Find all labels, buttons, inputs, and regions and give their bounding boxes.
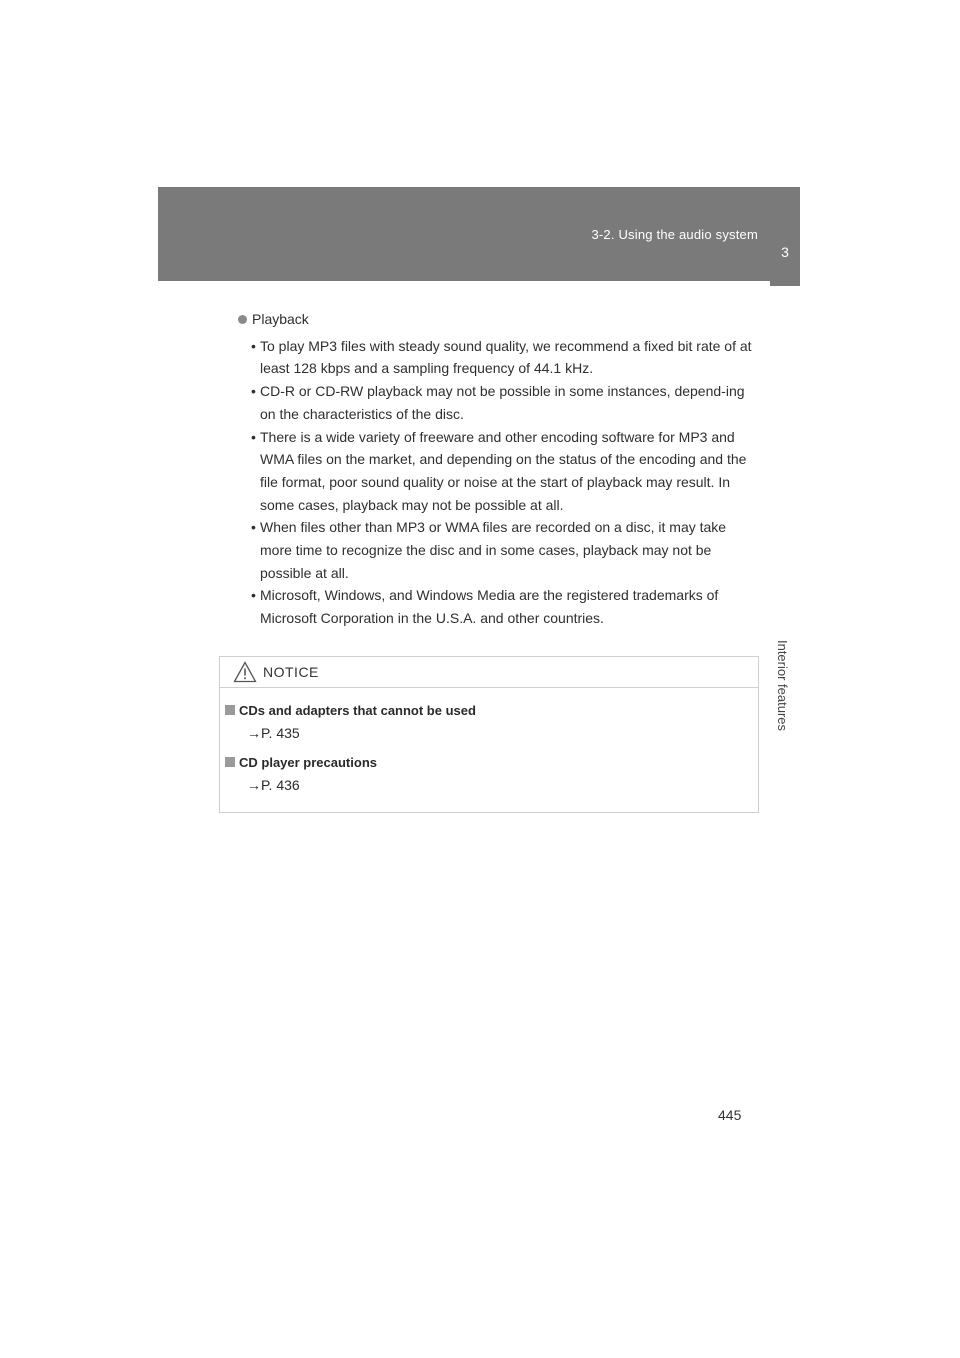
bullet-mark: •	[251, 519, 256, 536]
chapter-label-container	[768, 630, 798, 740]
notice-title: NOTICE	[263, 664, 319, 680]
list-item	[238, 380, 758, 425]
notice-item	[225, 700, 758, 746]
notice-item-title	[225, 752, 758, 772]
bullet-mark: •	[251, 587, 256, 604]
bullet-dot-icon	[238, 315, 247, 324]
notice-body	[220, 688, 758, 798]
chapter-number: 3	[781, 243, 789, 260]
bullet-mark: •	[251, 337, 256, 354]
section-heading-text: Playback	[252, 311, 309, 327]
list-item-text: CD-R or CD-RW playback may not be possible in some instances, depend-ing on the characteristics of the disc.	[260, 383, 745, 422]
list-item	[238, 584, 758, 629]
bullet-mark: •	[251, 428, 256, 445]
header-band	[158, 187, 800, 281]
list-item-text: Microsoft, Windows, and Windows Media are the registered trademarks of Microsoft Corporation in the U.S.A. and other countries.	[260, 587, 719, 627]
list-item	[238, 335, 758, 380]
square-bullet-icon	[225, 757, 235, 767]
bullet-mark: •	[251, 383, 256, 400]
notice-item-title-text: CD player precautions	[239, 754, 377, 770]
list-item-text: There is a wide variety of freeware and other encoding software for MP3 and WMA files on the market, and depending on the status of the encoding and the file format, poor sound quality or noise at the start of playback may result. In some cases, playback may not be possible at all.	[260, 428, 747, 513]
section-heading	[238, 308, 758, 331]
playback-section	[238, 308, 758, 630]
notice-item-title	[225, 700, 758, 720]
notice-box	[219, 656, 759, 813]
list-item-text: When files other than MP3 or WMA files are recorded on a disc, it may take more time to recognize the disc and in some cases, playback may not be possible at all.	[260, 519, 727, 581]
section-title: 3-2. Using the audio system	[591, 227, 758, 242]
chapter-label: Interior features	[775, 639, 791, 731]
playback-notes-list	[238, 335, 758, 630]
page-reference-link[interactable]: →P. 435	[247, 725, 300, 741]
chapter-tab	[770, 217, 800, 286]
list-item	[238, 426, 758, 517]
list-item-text: To play MP3 files with steady sound quality, we recommend a fixed bit rate of at least 128 kbps and a sampling frequency of 44.1 kHz.	[260, 337, 752, 377]
warning-triangle-icon	[233, 661, 257, 683]
page-reference-link[interactable]: →P. 436	[247, 777, 300, 793]
notice-header	[220, 657, 758, 688]
page-number: 445	[718, 1107, 742, 1123]
notice-item-title-text: CDs and adapters that cannot be used	[239, 702, 476, 718]
list-item	[238, 516, 758, 584]
square-bullet-icon	[225, 705, 235, 715]
notice-item	[225, 752, 758, 798]
